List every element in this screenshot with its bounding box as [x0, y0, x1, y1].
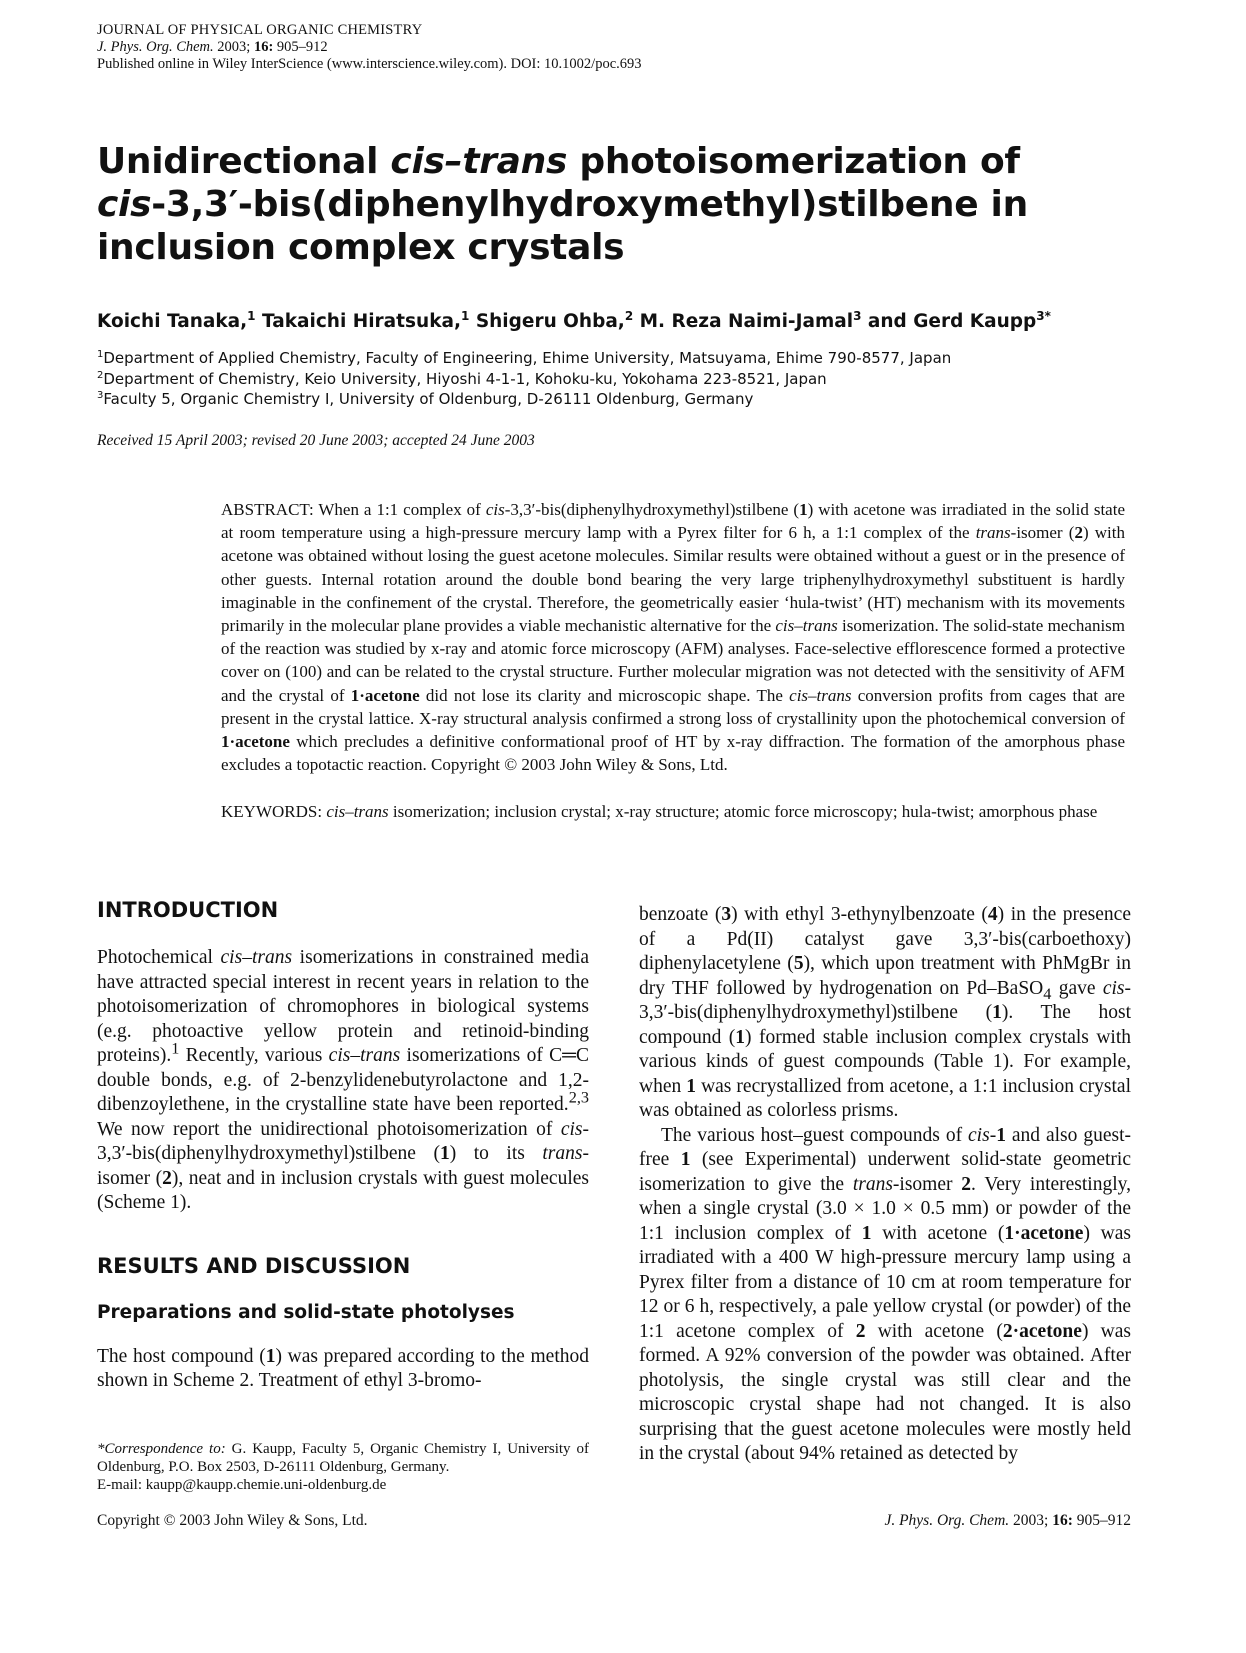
published-online-line: Published online in Wiley InterScience (www.interscience.wiley.com). DOI: 10.1002/poc.693	[97, 56, 642, 72]
author: Takaichi Hiratsuka,	[255, 311, 462, 332]
affiliation: $^3$Faculty 5, Organic Chemistry I, University of Oldenburg, D-26111 Oldenburg, Germany	[97, 390, 754, 408]
footer-citation: J. Phys. Org. Chem. 2003; 16: 905–912	[884, 1512, 1131, 1529]
correspondence-footnote: *Correspondence to: G. Kaupp, Faculty 5, Organic Chemistry I, University of Oldenburg, P.O. Box 2503, D-26111 Oldenburg, Germany. E-mail: kaupp@kaupp.chemie.uni-oldenburg.de	[97, 1441, 589, 1493]
keywords: KEYWORDS: cis–trans isomerization; inclusion crystal; x-ray structure; atomic force microscopy; hula-twist; amorphous phase	[221, 802, 1098, 821]
received-dates: Received 15 April 2003; revised 20 June 2003; accepted 24 June 2003	[97, 432, 535, 449]
journal-citation: J. Phys. Org. Chem. 2003; 16: 905–912	[97, 39, 328, 55]
correspondence-email: E-mail: kaupp@kaupp.chemie.uni-oldenburg.de	[97, 1477, 387, 1493]
author: and Gerd Kaupp	[861, 311, 1037, 332]
subsection-heading: Preparations and solid-state photolyses	[97, 1301, 515, 1323]
journal-name: JOURNAL OF PHYSICAL ORGANIC CHEMISTRY	[97, 22, 423, 38]
affiliations	[97, 348, 1147, 410]
author: Koichi Tanaka,	[97, 311, 248, 332]
affiliation: $^2$Department of Chemistry, Keio University, Hiyoshi 4-1-1, Kohoku-ku, Yokohama 223-8521, Japan	[97, 369, 827, 388]
author: Shigeru Ohba,	[469, 311, 625, 332]
affiliation: $^1$Department of Applied Chemistry, Faculty of Engineering, Ehime University, Matsuyama, Ehime 790-8577, Japan	[97, 349, 952, 367]
abstract: ABSTRACT: When a 1:1 complex of cis-3,3′-bis(diphenylhydroxymethyl)stilbene (1) with acetone was irradiated in the solid state at room temperature using a high-pressure mercury lamp with a Pyrex filter for 6 h, a 1:1 complex of the trans-isomer (2) with acetone was obtained without losing the guest acetone molecules. Similar results were obtained without a guest or in the presence of other guests. Internal rotation around the double bond bearing the very large triphenylhydroxymethyl substituent is hardly imaginable in the confinement of the crystal. Therefore, the geometrically easier ‘hula-twist’ (HT) mechanism with its movements primarily in the molecular plane provides a viable mechanistic alternative for the cis–trans isomerization. The solid-state mechanism of the reaction was studied by x-ray and atomic force microscopy (AFM) analyses. Face-selective efflorescence formed a protective cover on (100) and can be related to the crystal structure. Further molecular migration was not detected with the sensitivity of AFM and the crystal of 1·acetone did not lose its clarity and microscopic shape. The cis–trans conversion profits from cages that are present in the crystal lattice. X-ray structural analysis confirmed a strong loss of crystallinity upon the photochemical conversion of 1·acetone which precludes a definitive conformational proof of HT by x-ray diffraction. The formation of the amorphous phase excludes a topotactic reaction. Copyright © 2003 John Wiley & Sons, Ltd.	[221, 500, 1125, 775]
journal-header	[97, 22, 642, 73]
results-paragraph: The host compound (1) was prepared according to the method shown in Scheme 2. Treatment of ethyl 3-bromo-	[97, 1345, 589, 1391]
author-list: Koichi Tanaka,$^1$ Takaichi Hiratsuka,$^1$ Shigeru Ohba,$^2$ M. Reza Naimi-Jamal$^3$ and Gerd Kaupp$^{3*}$	[97, 308, 1051, 332]
paper-title: Unidirectional cis–trans photoisomerization of cis-3,3′-bis(diphenylhydroxymethyl)stilbene in inclusion complex crystals	[97, 141, 1028, 268]
results-paragraph-2: The various host–guest compounds of cis-1 and also guest-free 1 (see Experimental) underwent solid-state geometric isomerization to give the trans-isomer 2. Very interestingly, when a single crystal (3.0 × 1.0 × 0.5 mm) or powder of the 1:1 inclusion complex of 1 with acetone (1·acetone) was irradiated with a 400 W high-pressure mercury lamp using a Pyrex filter from a distance of 10 cm at room temperature for 12 or 6 h, respectively, a pale yellow crystal (or powder) of the 1:1 acetone complex of 2 with acetone (2·acetone) was formed. A 92% conversion of the powder was obtained. After photolysis, the single crystal was still clear and the microscopic crystal shape had not changed. It is also surprising that the guest acetone molecules were mostly held in the crystal (about 94% retained as detected by	[639, 1124, 1131, 1464]
results-paragraph-continued: benzoate (3) with ethyl 3-ethynylbenzoate (4) in the presence of a Pd(II) catalyst gave 3,3′-bis(carboethoxy) diphenylacetylene (5), which upon treatment with PhMgBr in dry THF followed by hydrogenation on Pd–BaSO$_4$ gave cis-3,3′-bis(diphenylhydroxymethyl)stilbene (1). The host compound (1) formed stable inclusion complex crystals with various kinds of guest compounds (Table 1). For example, when 1 was recrystallized from acetone, a 1:1 inclusion crystal was obtained as colorless prisms.	[639, 904, 1132, 1121]
section-heading-introduction: INTRODUCTION	[97, 898, 279, 922]
section-heading-results: RESULTS AND DISCUSSION	[97, 1253, 411, 1278]
left-column	[97, 898, 589, 1394]
introduction-paragraph: Photochemical cis–trans isomerizations in constrained media have attracted special interest in recent years in relation to the photoisomerization of chromophores in biological systems (e.g. photoactive yellow protein and retinoid-binding proteins).$^1$ Recently, various cis–trans isomerizations of C═C double bonds, e.g. of 2-benzylidenebutyrolactone and 1,2-dibenzoylethene, in the crystalline state have been reported.$^{2,3}$ We now report the unidirectional photoisomerization of cis-3,3′-bis(diphenylhydroxymethyl)stilbene (1) to its trans-isomer (2), neat and in inclusion crystals with guest molecules (Scheme 1).	[97, 947, 590, 1213]
footer-copyright: Copyright © 2003 John Wiley & Sons, Ltd.	[97, 1512, 368, 1529]
right-column	[639, 903, 1131, 1467]
author: M. Reza Naimi-Jamal	[633, 311, 854, 332]
